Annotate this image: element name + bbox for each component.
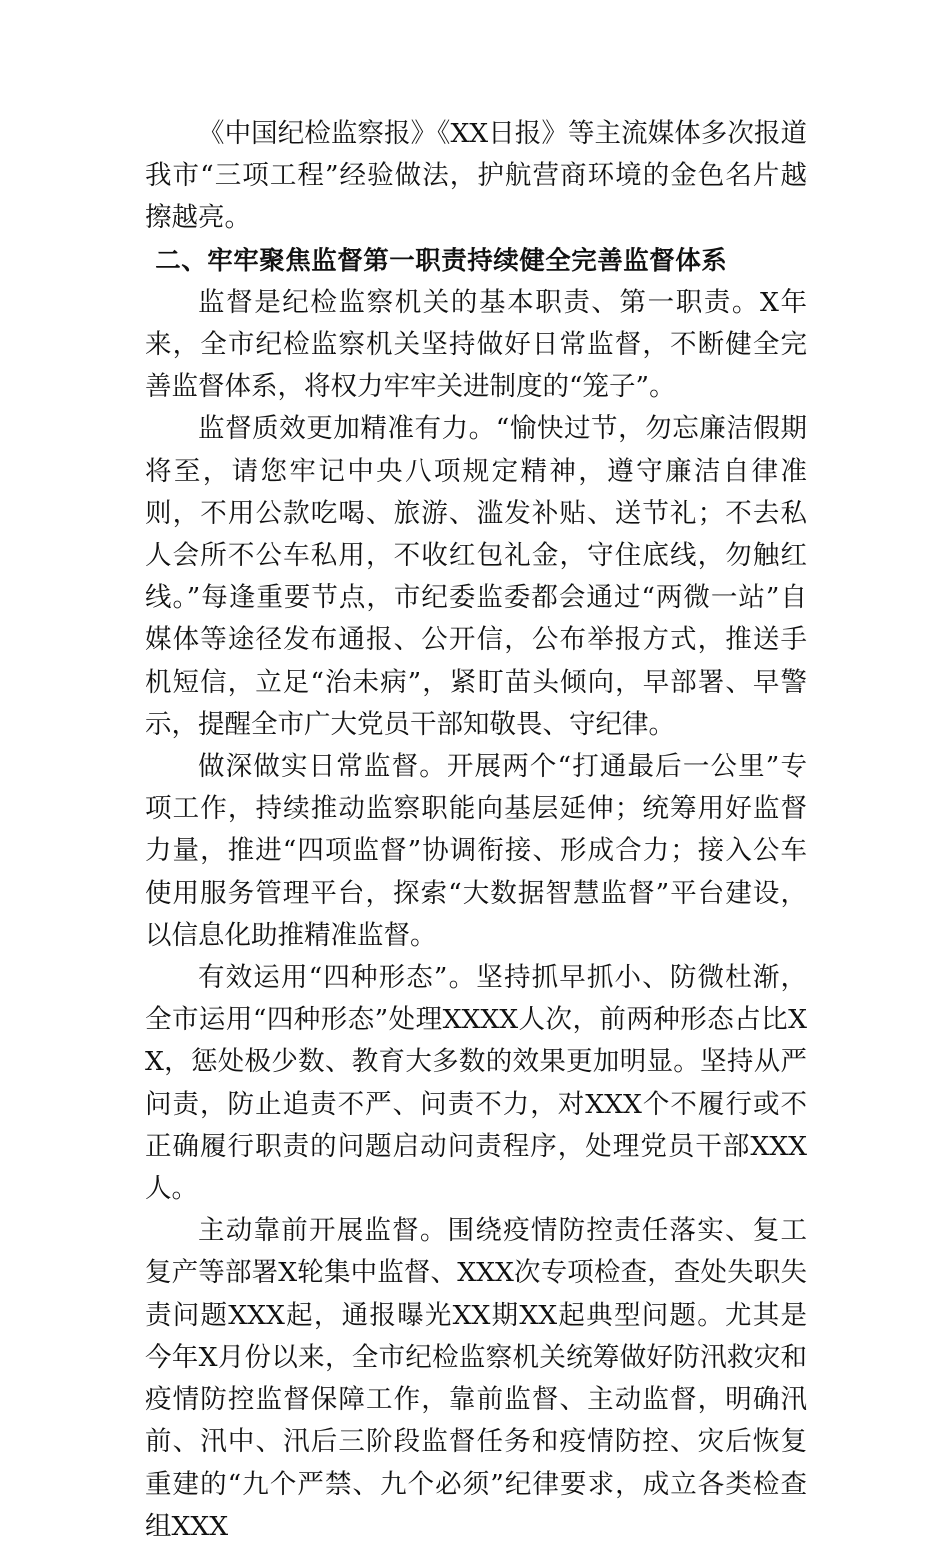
paragraph-daily-supervision: 做深做实日常监督。开展两个“打通最后一公里”专项工作，持续推动监察职能向基层延伸；统筹用好监督力量，推进“四项监督”协调衔接、形成合力；接入公车使用服务管理平台，探索“大数据智慧监督”平台建设，以信息化助推精准监督。 bbox=[145, 751, 807, 951]
paragraph-supervision-effectiveness: 监督质效更加精准有力。“愉快过节，勿忘廉洁假期将至，请您牢记中央八项规定精神，遵守廉洁自律准则，不用公款吃喝、旅游、滥发补贴、送节礼；不去私人会所不公车私用，不收红包礼金，守住底线，勿触红线。”每逢重要节点，市纪委监委都会通过“两微一站”自媒体等途径发布通报、公开信，公布举报方式，推送手机短信，立足“治未病”，紧盯苗头倾向，早部署、早警示，提醒全市广大党员干部知敬畏、守纪律。 bbox=[145, 413, 807, 740]
paragraph-supervision-duty: 监督是纪检监察机关的基本职责、第一职责。X年来，全市纪检监察机关坚持做好日常监督，不断健全完善监督体系，将权力牢牢关进制度的“笼子”。 bbox=[145, 286, 807, 403]
paragraph-proactive-supervision: 主动靠前开展监督。围绕疫情防控责任落实、复工复产等部署X轮集中监督、XXX次专项检查，查处失职失责问题XXX起，通报曝光XX期XX起典型问题。尤其是今年X月份以来，全市纪检监察机关统筹做好防汛救灾和疫情防控监督保障工作，靠前监督、主动监督，明确汛前、汛中、汛后三阶段监督任务和疫情防控、灾后恢复重建的“九个严禁、九个必须”纪律要求，成立各类检查组XXX bbox=[145, 1215, 807, 1542]
paragraph-four-forms: 有效运用“四种形态”。坚持抓早抓小、防微杜渐，全市运用“四种形态”处理XXXX人次，前两种形态占比XX，惩处极少数、教育大多数的效果更加明显。坚持从严问责，防止追责不严、问责不力，对XXX个不履行或不正确履行职责的问题启动问责程序，处理党员干部XXX人。 bbox=[145, 962, 807, 1205]
section-heading-supervision: 二、牢牢聚焦监督第一职责持续健全完善监督体系 bbox=[155, 245, 728, 276]
paragraph-media-coverage: 《中国纪检监察报》《XX日报》等主流媒体多次报道我市“三项工程”经验做法，护航营商环境的金色名片越擦越亮。 bbox=[145, 118, 807, 234]
document-page bbox=[145, 113, 807, 1548]
